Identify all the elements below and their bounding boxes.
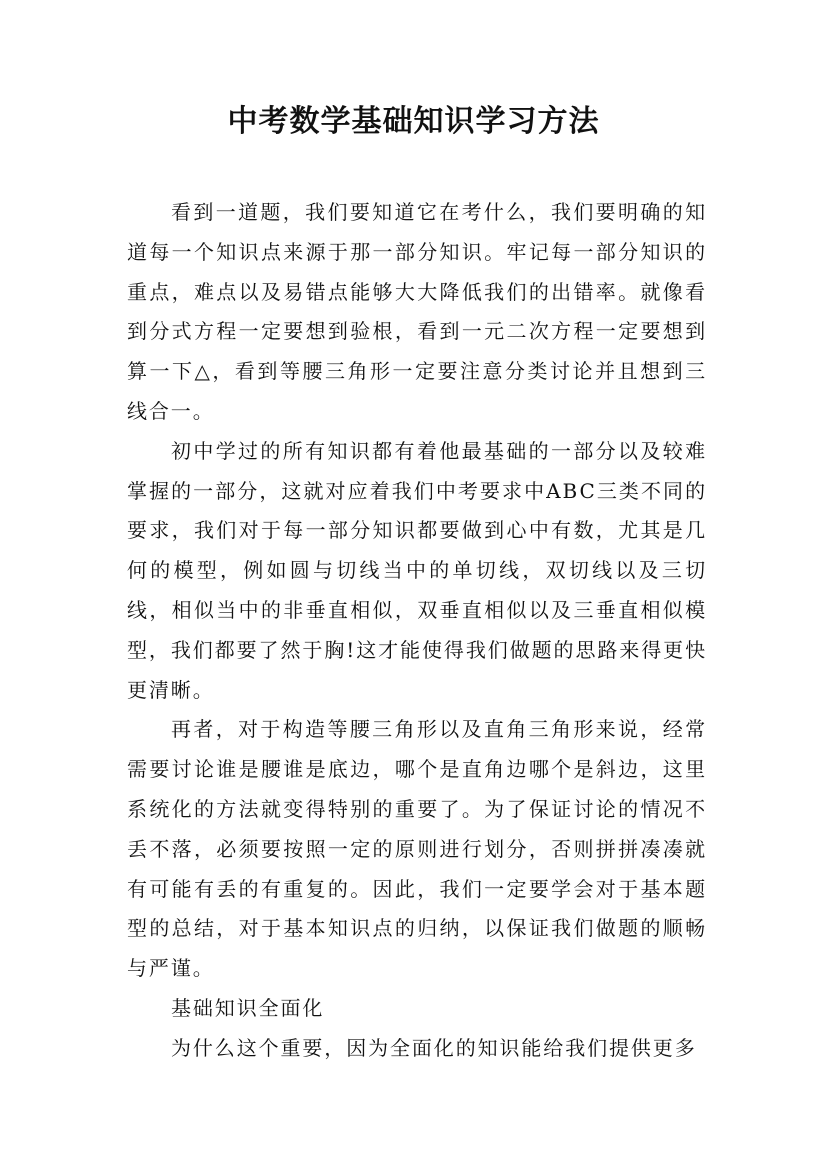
paragraph-4: 为什么这个重要，因为全面化的知识能给我们提供更多 [171, 1035, 697, 1060]
page-title: 中考数学基础知识学习方法 [227, 104, 600, 139]
paragraph-2: 初中学过的所有知识都有着他最基础的一部分以及较难掌握的一部分，这就对应着我们中考要求中ABC三类不同的要求，我们对于每一部分知识都要做到心中有数，尤其是几何的模型，例如圆与切线当中的单切线，双切线以及三切线，相似当中的非垂直相似，双垂直相似以及三垂直相似模型，我们都要了然于胸!这才能使得我们做题的思路来得更快更清晰。 [127, 438, 707, 702]
paragraph-1: 看到一道题，我们要知道它在考什么，我们要明确的知道每一个知识点来源于那一部分知识。牢记每一部分知识的重点，难点以及易错点能够大大降低我们的出错率。就像看到分式方程一定要想到验根，看到一元二次方程一定要想到算一下△，看到等腰三角形一定要注意分类讨论并且想到三线合一。 [127, 200, 707, 423]
paragraph-3: 再者，对于构造等腰三角形以及直角三角形来说，经常需要讨论谁是腰谁是底边，哪个是直角边哪个是斜边，这里系统化的方法就变得特别的重要了。为了保证讨论的情况不丢不落，必须要按照一定的原则进行划分，否则拼拼凑凑就有可能有丢的有重复的。因此，我们一定要学会对于基本题型的总结，对于基本知识点的归纳，以保证我们做题的顺畅与严谨。 [127, 717, 707, 981]
document-body [127, 193, 707, 1069]
section-heading: 基础知识全面化 [171, 995, 325, 1020]
